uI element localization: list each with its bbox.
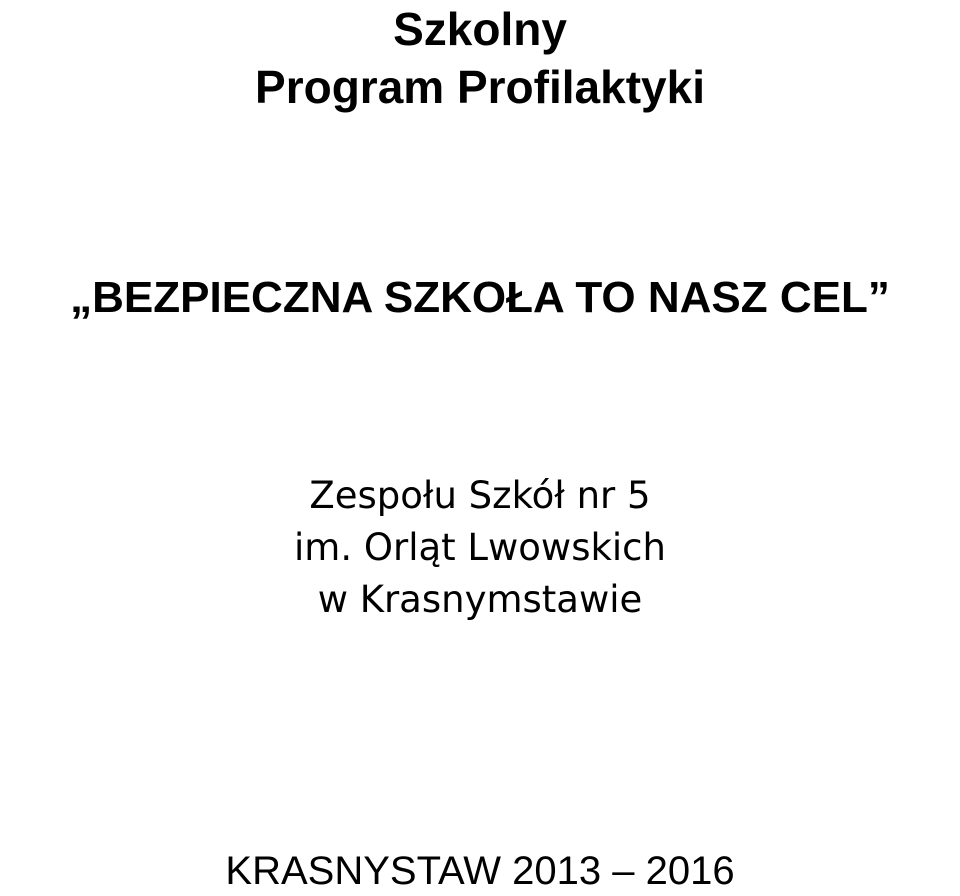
school-name — [0, 470, 960, 626]
document-title — [0, 0, 960, 116]
school-line-2: im. Orląt Lwowskich — [294, 526, 666, 569]
school-line-3: w Krasnymstawie — [317, 578, 643, 621]
title-line-1: Szkolny — [393, 3, 567, 55]
title-line-2: Program Profilaktyki — [255, 61, 705, 113]
school-line-1: Zespołu Szkół nr 5 — [309, 474, 651, 517]
program-motto: „BEZPIECZNA SZKOŁA TO NASZ CEL” — [70, 273, 890, 322]
place-and-years: KRASNYSTAW 2013 – 2016 — [225, 849, 735, 893]
